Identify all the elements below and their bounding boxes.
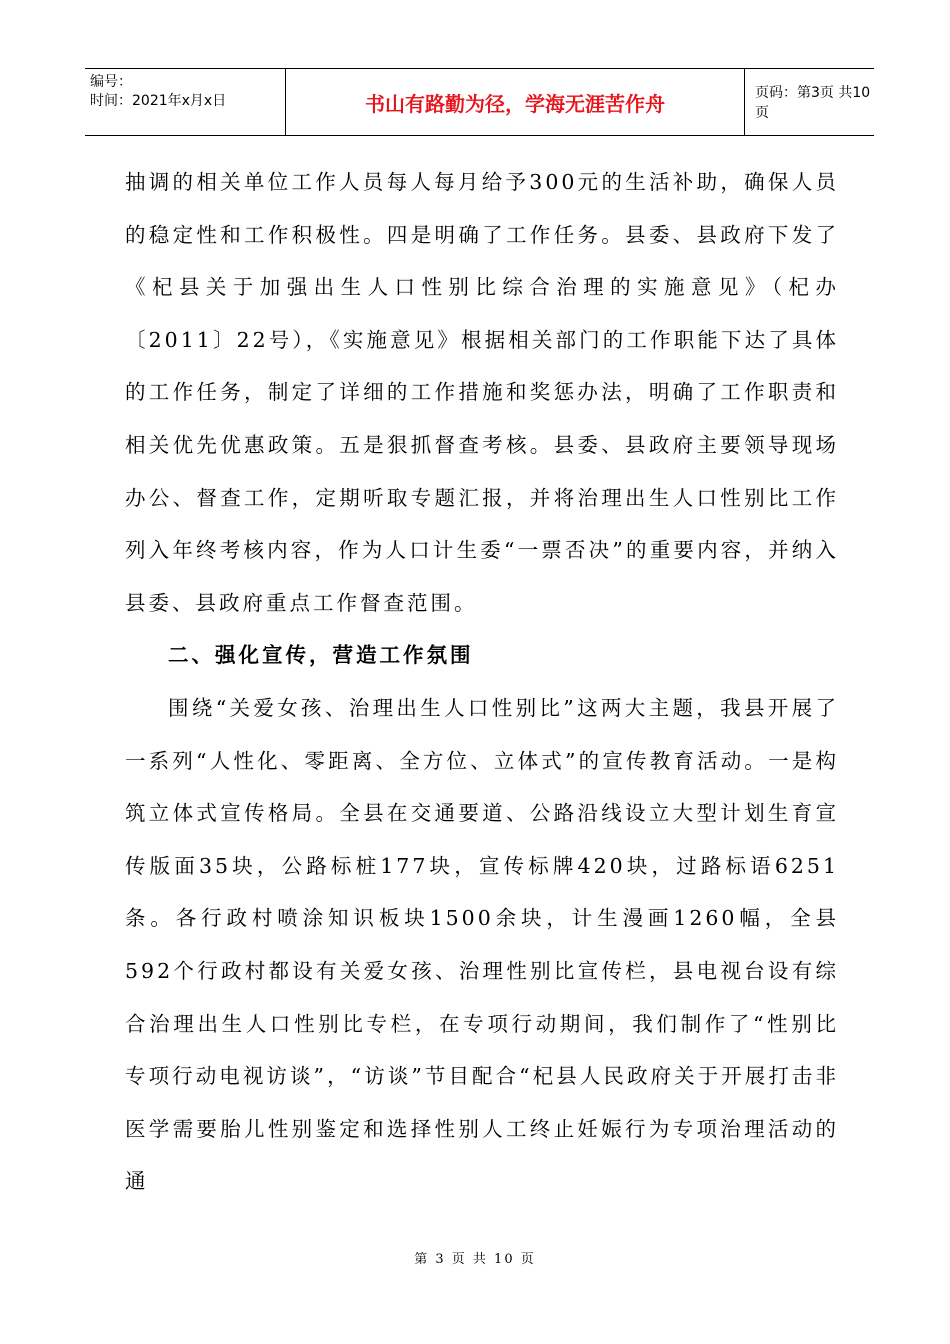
- document-time-label: 时间：2021年x月x日: [90, 93, 227, 109]
- header-meta: [90, 73, 280, 111]
- header-page-info: 页码：第3页 共10页: [755, 85, 871, 121]
- body-paragraph: 围绕“关爱女孩、治理出生人口性别比”这两大主题，我县开展了一系列“人性化、零距离、全方位、立体式”的宣传教育活动。一是构筑立体式宣传格局。全县在交通要道、公路沿线设立大型计划生育宣传版面35块，公路标桩177块，宣传标牌420块，过路标语6251条。各行政村喷涂知识板块1500余块，计生漫画1260幅，全县592个行政村都设有关爱女孩、治理性别比宣传栏，县电视台设有综合治理出生人口性别比专栏，在专项行动期间，我们制作了“性别比专项行动电视访谈”，“访谈”节目配合“杞县人民政府关于开展打击非医学需要胎儿性别鉴定和选择性别人工终止妊娠行为专项治理活动的通: [125, 695, 839, 1194]
- page-footer: 第 3 页 共 10 页: [414, 1252, 536, 1267]
- page-header: [85, 68, 874, 136]
- document-body: [125, 156, 839, 1208]
- body-paragraph-continued: 抽调的相关单位工作人员每人每月给予300元的生活补助，确保人员的稳定性和工作积极性。四是明确了工作任务。县委、县政府下发了《杞县关于加强出生人口性别比综合治理的实施意见》（杞办〔2011〕22号），《实施意见》根据相关部门的工作职能下达了具体的工作任务，制定了详细的工作措施和奖惩办法，明确了工作职责和相关优先优惠政策。五是狠抓督查考核。县委、县政府主要领导现场办公、督查工作，定期听取专题汇报，并将治理出生人口性别比工作列入年终考核内容，作为人口计生委“一票否决”的重要内容，并纳入县委、县政府重点工作督查范围。: [125, 170, 839, 615]
- header-motto: 书山有路勤为径，学海无涯苦作舟: [285, 69, 745, 135]
- document-number-label: 编号：: [90, 74, 132, 90]
- section-heading: 二、强化宣传，营造工作氛围: [168, 643, 474, 668]
